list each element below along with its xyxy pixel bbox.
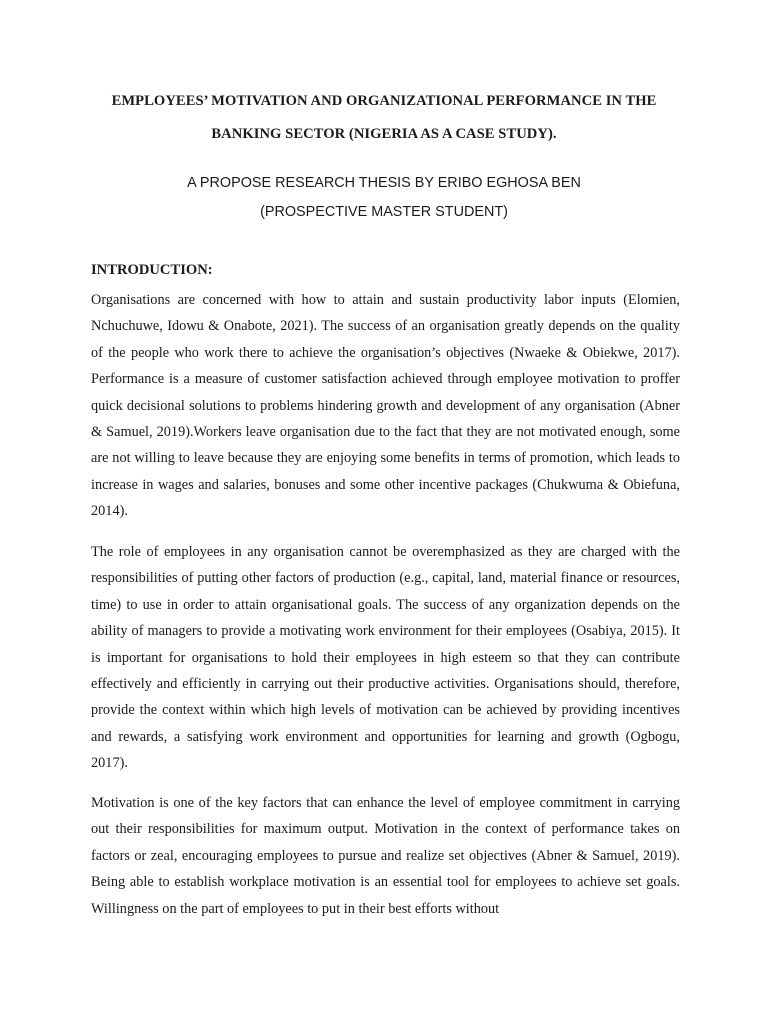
paragraph-3: Motivation is one of the key factors that can enhance the level of employee commitment in carrying out their responsibilities for maximum output. Motivation in the context of performance takes on factors or zeal, encouraging employees to pursue and realize set objectives (Abner & Samuel, 2019). Being able to establish workplace motivation is an essential tool for employees to achieve set goals. Willingness on the part of employees to put in their best efforts without [91,795,680,917]
section-heading-introduction: INTRODUCTION: [91,262,213,278]
document-title-line-2: BANKING SECTOR (NIGERIA AS A CASE STUDY). [211,126,557,142]
author-role-line: (PROSPECTIVE MASTER STUDENT) [260,204,508,220]
paragraph-1: Organisations are concerned with how to attain and sustain productivity labor inputs (Elomien, Nchuchuwe, Idowu & Onabote, 2021). The success of an organisation greatly depends on the quality of the people who work there to achieve the organisation’s objectives (Nwaeke & Obiekwe, 2017). Performance is a measure of customer satisfaction achieved through employee motivation to proffer quick decisional solutions to problems hindering growth and development of any organisation (Abner & Samuel, 2019).Workers leave organisation due to the fact that they are not motivated enough, some are not willing to leave because they are enjoying some benefits in terms of promotion, which leads to increase in wages and salaries, bonuses and some other incentive packages (Chukwuma & Obiefuna, 2014). [91,292,680,520]
document-title-line-1: EMPLOYEES’ MOTIVATION AND ORGANIZATIONAL PERFORMANCE IN THE [111,93,657,109]
paragraph-2: The role of employees in any organisation cannot be overemphasized as they are charged with the responsibilities of putting other factors of production (e.g., capital, land, material finance or resources, time) to use in order to attain organisational goals. The success of any organization depends on the ability of managers to provide a motivating work environment for their employees (Osabiya, 2015). It is important for organisations to hold their employees in high esteem so that they can contribute effectively and efficiently in carrying out their productive activities. Organisations should, therefore, provide the context within which high levels of motivation can be achieved by providing incentives and rewards, a satisfying work environment and opportunities for learning and growth (Ogbogu, 2017). [91,544,680,772]
author-line: A PROPOSE RESEARCH THESIS BY ERIBO EGHOSA BEN [187,175,581,191]
